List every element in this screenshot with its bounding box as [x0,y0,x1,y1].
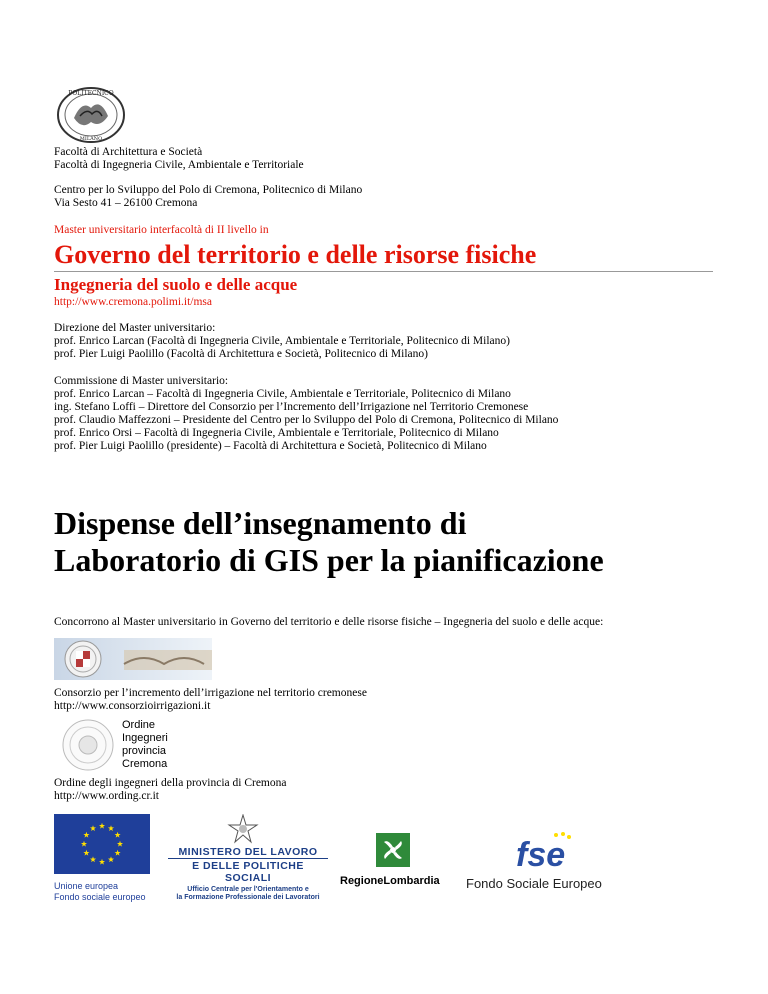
master-url-link[interactable]: http://www.cremona.polimi.it/msa [54,296,212,308]
centre-address: Via Sesto 41 – 26100 Cremona [54,197,198,209]
fse-mark: fse [516,836,566,874]
fse-logo [466,830,636,894]
faculty-ingegneria: Facoltà di Ingegneria Civile, Ambientale e Territoriale [54,159,304,171]
regione-label: RegioneLombardia [340,875,440,887]
sponsors-intro: Concorrono al Master universitario in Governo del territorio e delle risorse fisiche – Ingegneria del suolo e delle acque: [54,616,604,628]
fse-label: Fondo Sociale Europeo [466,876,602,891]
consorzio-url-link[interactable]: http://www.consorzioirrigazioni.it [54,700,211,712]
commissione-line: ing. Stefano Loffi – Direttore del Consorzio per l’Incremento dell’Irrigazione nel Territorio Cremonese [54,401,529,413]
ministero-line-4: la Formazione Professionale dei Lavoratori [176,894,320,901]
eu-flag-logo [54,814,150,902]
faculty-architettura: Facoltà di Architettura e Società [54,146,203,158]
ordine-url-link[interactable]: http://www.ording.cr.it [54,790,159,802]
commissione-line: prof. Enrico Larcan – Facoltà di Ingegneria Civile, Ambientale e Territoriale, Politecnico di Milano [54,388,511,400]
master-title: Governo del territorio e delle risorse fisiche [54,240,537,269]
regione-lombardia-logo [340,833,460,891]
direzione-heading: Direzione del Master universitario: [54,322,216,334]
svg-text:MILANO: MILANO [79,136,103,142]
ministero-line-1: MINISTERO DEL LAVORO [178,846,318,858]
master-subtitle: Ingegneria del suolo e delle acque [54,275,298,294]
direzione-line: prof. Pier Luigi Paolillo (Facoltà di Architettura e Società, Politecnico di Milano) [54,348,428,360]
direzione-line: prof. Enrico Larcan (Facoltà di Ingegneria Civile, Ambientale e Territoriale, Politecnico di Milano) [54,335,510,347]
ministero-logo [168,814,328,901]
ordine-logo-line: Ingegneri [122,732,168,744]
eu-line-1: Unione europea [54,881,119,891]
title-rule [54,271,713,272]
dispense-title [54,505,604,579]
dispense-line-2: Laboratorio di GIS per la pianificazione [54,542,604,578]
ordine-logo-line: Ordine [122,719,156,731]
ordine-logo-line: provincia [122,745,167,757]
ministero-line-3: Ufficio Centrale per l'Orientamento e [187,886,309,893]
ministero-line-2: E DELLE POLITICHE SOCIALI [168,858,328,884]
master-kicker: Master universitario interfacoltà di II livello in [54,224,269,236]
dispense-line-1: Dispense dell’insegnamento di [54,505,467,541]
commissione-line: prof. Pier Luigi Paolillo (presidente) – Facoltà di Architettura e Società, Politecnico di Milano [54,440,487,452]
consorzio-logo [54,638,212,680]
consorzio-name: Consorzio per l’incremento dell’irrigazione nel territorio cremonese [54,687,367,699]
commissione-line: prof. Claudio Maffezzoni – Presidente del Centro per lo Sviluppo del Polo di Cremona, Politecnico di Milano [54,414,559,426]
ordine-name: Ordine degli ingegneri della provincia di Cremona [54,777,287,789]
politecnico-seal-logo [54,86,128,144]
ordine-logo [54,717,174,773]
commissione-heading: Commissione di Master universitario: [54,375,229,387]
direzione-block [54,322,510,361]
svg-text:POLITECNICO: POLITECNICO [68,90,114,97]
commissione-block [54,375,558,453]
ordine-logo-line: Cremona [122,758,168,770]
centre-name: Centro per lo Sviluppo del Polo di Cremona, Politecnico di Milano [54,184,363,196]
eu-line-2: Fondo sociale europeo [54,892,146,902]
commissione-line: prof. Enrico Orsi – Facoltà di Ingegneria Civile, Ambientale e Territoriale, Politecnico di Milano [54,427,499,439]
